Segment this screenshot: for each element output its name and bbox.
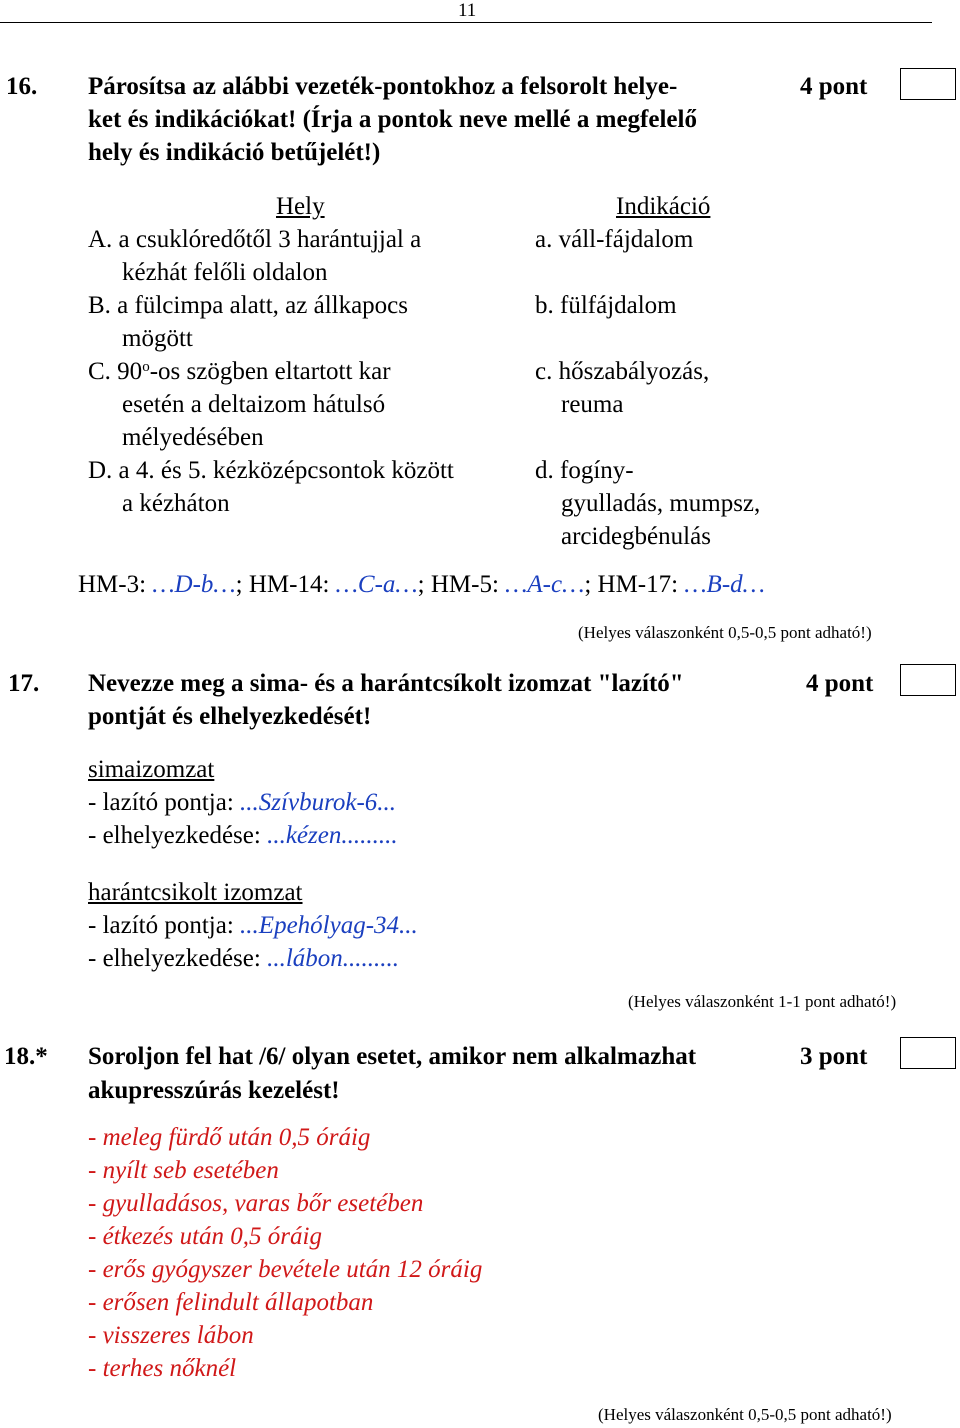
q18-answer-6[interactable]: - erősen felindult állapotban <box>88 1289 374 1316</box>
hely-b-line-1: B. a fülcimpa alatt, az állkapocs <box>88 292 409 319</box>
indikacio-c-line-2: reuma <box>561 391 624 418</box>
answer-hm14[interactable]: …C-a… <box>335 571 418 598</box>
sima-pont-answer[interactable]: ...Szívburok-6... <box>240 789 397 816</box>
q17-line-2: pontját és elhelyezkedését! <box>88 703 372 730</box>
q18-note: (Helyes válaszonként 0,5-0,5 pont adható!) <box>598 1405 892 1424</box>
hely-d-line-1: D. a 4. és 5. kézközépcsontok között <box>88 457 454 484</box>
q18-score-box[interactable] <box>900 1037 956 1069</box>
harant-hely-answer[interactable]: ...lábon......... <box>267 945 400 972</box>
q16-line-3: hely és indikáció betűjelét!) <box>88 139 381 166</box>
q17-note: (Helyes válaszonként 1-1 pont adható!) <box>628 992 897 1011</box>
harant-pont: - lazító pontja: ...Epehólyag-34... <box>88 912 418 939</box>
q17-number: 17. <box>8 670 40 697</box>
q16-number: 16. <box>6 73 38 100</box>
indikacio-header: Indikáció <box>616 193 711 220</box>
indikacio-d-line-2: gyulladás, mumpsz, <box>561 490 761 517</box>
sima-hely: - elhelyezkedése: ...kézen......... <box>88 822 398 849</box>
page-number: 11 <box>458 0 477 21</box>
q17-line-1: Nevezze meg a sima- és a harántcsíkolt izomzat "lazító" <box>88 670 684 697</box>
q18-answer-3[interactable]: - gyulladásos, varas bőr esetében <box>88 1190 424 1217</box>
hely-c-line-3: mélyedésében <box>122 424 264 451</box>
q16-line-1: Párosítsa az alábbi vezeték-pontokhoz a felsorolt helye- <box>88 73 678 100</box>
indikacio-c-line-1: c. hőszabályozás, <box>535 358 710 385</box>
q18-line-1: Soroljon fel hat /6/ olyan esetet, amikor nem alkalmazhat <box>88 1043 697 1070</box>
q16-score-box[interactable] <box>900 68 956 100</box>
indikacio-d-line-3: arcidegbénulás <box>561 523 711 550</box>
q16-points: 4 pont <box>800 73 868 100</box>
header-rule <box>0 22 932 23</box>
q18-answer-8[interactable]: - terhes nőknél <box>88 1355 237 1382</box>
q18-answer-5[interactable]: - erős gyógyszer bevétele után 12 óráig <box>88 1256 483 1283</box>
harant-hely: - elhelyezkedése: ...lábon......... <box>88 945 400 972</box>
q18-answer-7[interactable]: - visszeres lábon <box>88 1322 254 1349</box>
q16-note: (Helyes válaszonként 0,5-0,5 pont adható!) <box>578 623 872 642</box>
answer-hm5[interactable]: …A-c… <box>505 571 585 598</box>
q16-line-2: ket és indikációkat! (Írja a pontok neve mellé a megfelelő <box>88 106 697 133</box>
sima-hely-answer[interactable]: ...kézen......... <box>267 822 398 849</box>
indikacio-a: a. váll-fájdalom <box>535 226 694 253</box>
hely-d-line-2: a kézháton <box>122 490 230 517</box>
q17-score-box[interactable] <box>900 664 956 696</box>
q18-points: 3 pont <box>800 1043 868 1070</box>
hely-c-line-2: esetén a deltaizom hátulsó <box>122 391 386 418</box>
sima-pont: - lazító pontja: ...Szívburok-6... <box>88 789 397 816</box>
q16-answer-line: HM-3: …D-b…; HM-14: …C-a…; HM-5: …A-c…; HM-17: …B-d… <box>78 571 765 598</box>
indikacio-d-line-1: d. fogíny- <box>535 457 634 484</box>
hely-header: Hely <box>276 193 325 220</box>
hely-a-line-1: A. a csuklóredőtől 3 harántujjal a <box>88 226 422 253</box>
hely-a-line-2: kézhát felőli oldalon <box>122 259 328 286</box>
q18-answer-2[interactable]: - nyílt seb esetében <box>88 1157 279 1184</box>
q18-answer-1[interactable]: - meleg fürdő után 0,5 óráig <box>88 1124 371 1151</box>
hely-c-line-1: C. 90$^o$-os szögben eltartott kar <box>88 358 391 385</box>
sima-header: simaizomzat <box>88 756 215 783</box>
q18-number: 18.* <box>4 1043 48 1070</box>
answer-hm3[interactable]: …D-b… <box>152 571 236 598</box>
harant-pont-answer[interactable]: ...Epehólyag-34... <box>240 912 418 939</box>
q18-answer-4[interactable]: - étkezés után 0,5 óráig <box>88 1223 322 1250</box>
q17-points: 4 pont <box>806 670 874 697</box>
q18-line-2: akupresszúrás kezelést! <box>88 1077 340 1104</box>
hely-b-line-2: mögött <box>122 325 193 352</box>
answer-hm17[interactable]: …B-d… <box>684 571 765 598</box>
harant-header: harántcsikolt izomzat <box>88 879 303 906</box>
indikacio-b: b. fülfájdalom <box>535 292 677 319</box>
